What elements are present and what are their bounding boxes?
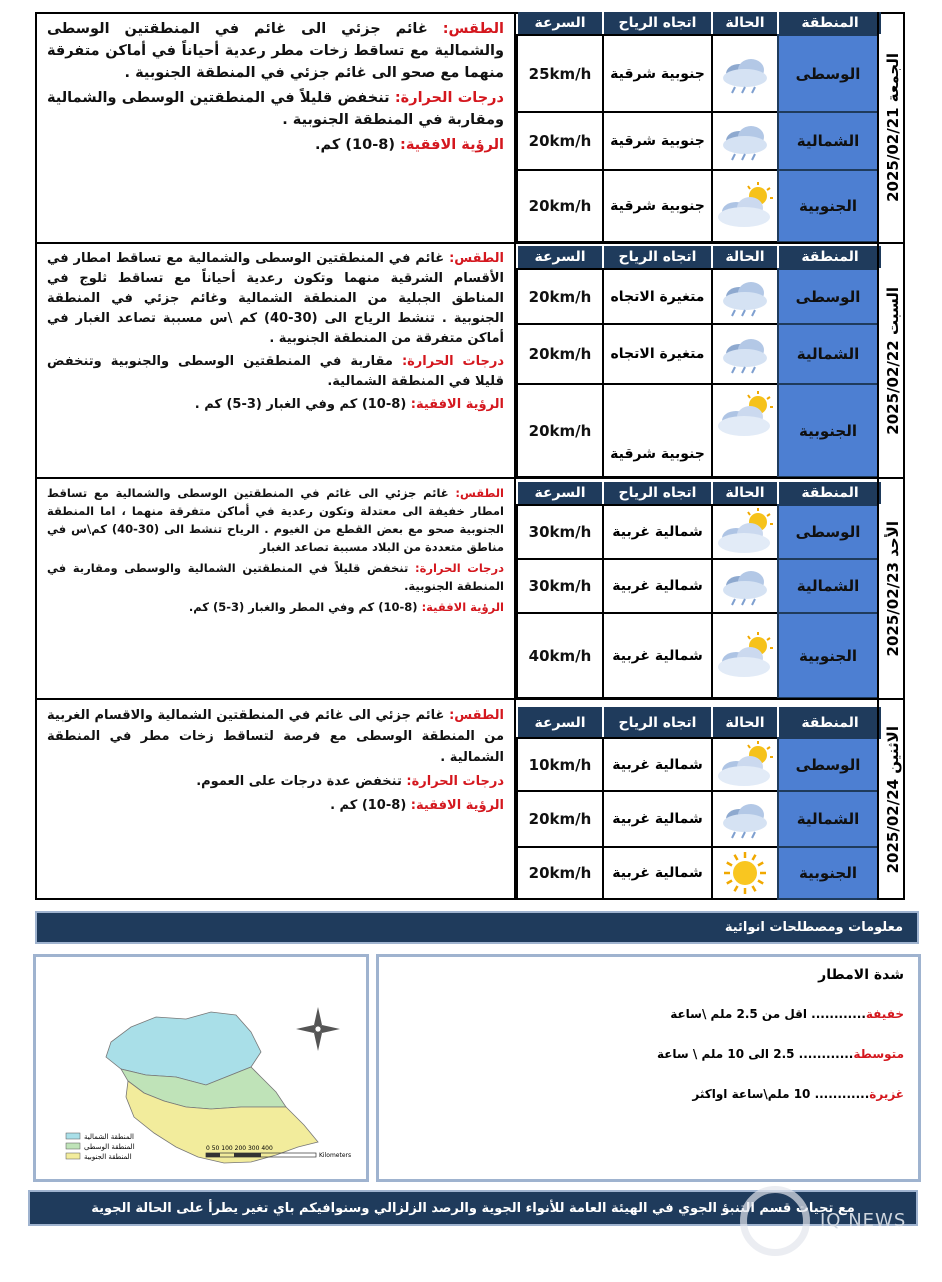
wind-direction: شمالية غربية (602, 790, 713, 848)
visibility-text: (8-10) كم . (330, 798, 407, 813)
legend-south: المنطقة الجنوبية (84, 1153, 132, 1161)
rain-cloud-icon (711, 790, 779, 848)
header-direction: اتجاه الرياح (604, 707, 713, 739)
header-region: المنطقة (779, 246, 881, 268)
legend-central: المنطقة الوسطى (84, 1143, 135, 1151)
header-speed: السرعة (518, 707, 604, 739)
compass-icon (296, 1007, 340, 1051)
table-row (516, 612, 879, 699)
region-name: الوسطى (777, 34, 879, 113)
table-row (516, 383, 879, 478)
visibility-label: الرؤية الافقية: (421, 600, 504, 614)
wind-direction: شمالية غربية (602, 612, 713, 699)
regions-map (33, 954, 369, 1182)
day-block (35, 243, 905, 478)
table-row (516, 323, 879, 385)
day-block (35, 478, 905, 699)
header-region: المنطقة (779, 707, 881, 739)
day-description (35, 243, 516, 478)
wind-direction: جنوبية شرقية (602, 383, 713, 478)
header-direction: اتجاه الرياح (604, 482, 713, 504)
temp-label: درجات الحرارة: (401, 354, 504, 369)
legend-north: المنطقة الشمالية (84, 1133, 134, 1141)
wind-speed: 20km/h (516, 790, 604, 848)
header-speed: السرعة (518, 246, 604, 268)
sun-cloud-icon (711, 504, 779, 560)
wind-speed: 20km/h (516, 846, 604, 900)
rain-cloud-icon (711, 558, 779, 614)
wind-speed: 40km/h (516, 612, 604, 699)
day-description (35, 12, 516, 243)
region-name: الوسطى (777, 737, 879, 792)
footer-text: مع تحيات قسم التنبؤ الجوي في الهيئة العامة للأنواء الجوية والرصد الزلزالي وسنوافيكم باي تغير يطرأ على الحالة الجوية (91, 1200, 855, 1216)
weather-text: غائم في المنطقتين الوسطى والشمالية مع تساقط امطار في الأقسام الشرقية منهما وتكون رعدية أحياناً مع تساقط ثلوج في المناطق الجبلية من المنطقة الشمالية وغائم جزئي في المنطقة الجنوبية . تنشط الرياح الى (30-40) كم \س مسببة تصاعد الغبار في أماكن متفرقة من المنطقة الجنوبية . (47, 251, 504, 346)
sun-cloud-icon (711, 169, 779, 243)
table-row (516, 34, 879, 113)
table-row (516, 169, 879, 243)
weather-text: غائم جزئي الى غائم في المنطقتين الوسطى والشمالية مع تساقط زخات مطر رعدية أحياناً في أماكن متفرقة منهما مع صحو الى غائم جزئي في المنطقة الجنوبية . (47, 21, 504, 81)
header-speed: السرعة (518, 482, 604, 504)
region-name: الجنوبية (777, 169, 879, 243)
day-date-text: السبت 2025/02/22 (883, 286, 902, 435)
wind-direction: جنوبية شرقية (602, 111, 713, 171)
visibility-label: الرؤية الافقية: (410, 397, 504, 412)
region-name: الجنوبية (777, 846, 879, 900)
region-name: الجنوبية (777, 612, 879, 699)
wind-speed: 10km/h (516, 737, 604, 792)
wind-direction: جنوبية شرقية (602, 34, 713, 113)
header-state: الحالة (713, 12, 779, 34)
region-name: الشمالية (777, 558, 879, 614)
header-state: الحالة (713, 246, 779, 268)
rain-heavy (393, 1087, 904, 1101)
wind-speed: 30km/h (516, 558, 604, 614)
wind-speed: 20km/h (516, 111, 604, 171)
rain-light-key: خفيفة (865, 1007, 904, 1021)
watermark-logo (740, 1186, 810, 1256)
table-header (518, 246, 881, 268)
region-name: الشمالية (777, 790, 879, 848)
sun-cloud-icon (711, 383, 779, 478)
header-state: الحالة (713, 707, 779, 739)
header-speed: السرعة (518, 12, 604, 34)
visibility-text: (8-10) كم وفي الغبار (3-5) كم . (194, 397, 407, 412)
watermark: IQ NEWS (820, 1210, 907, 1231)
scale-ticks: 0 50 100 200 300 400 (206, 1145, 273, 1152)
rain-cloud-icon (711, 268, 779, 325)
scale-unit: Kilometers (319, 1152, 352, 1159)
table-header (518, 12, 881, 34)
wind-direction: جنوبية شرقية (602, 169, 713, 243)
wind-speed: 20km/h (516, 323, 604, 385)
wind-direction: شمالية غربية (602, 846, 713, 900)
day-description (35, 699, 516, 900)
temp-text: تنخفض قليلاً في المنطقتين الشمالية والوسطى ومقاربة في المنطقة الجنوبية. (47, 561, 504, 593)
wind-direction: شمالية غربية (602, 737, 713, 792)
temp-text: تنخفض عدة درجات على العموم. (196, 774, 402, 789)
table-header (518, 482, 881, 504)
weather-label: الطقس: (449, 708, 504, 723)
info-header (35, 911, 919, 944)
wind-direction: شمالية غربية (602, 558, 713, 614)
wind-speed: 20km/h (516, 268, 604, 325)
table-row (516, 504, 879, 560)
rain-cloud-icon (711, 111, 779, 171)
rain-moderate (393, 1047, 904, 1061)
iraq-map (36, 957, 366, 1179)
region-name: الشمالية (777, 111, 879, 171)
region-name: الوسطى (777, 504, 879, 560)
wind-direction: شمالية غربية (602, 504, 713, 560)
temp-label: درجات الحرارة: (414, 561, 504, 575)
day-date (880, 478, 905, 699)
sun-cloud-icon (711, 612, 779, 699)
table-row (516, 846, 879, 900)
region-name: الوسطى (777, 268, 879, 325)
day-date (880, 12, 905, 243)
table-row (516, 111, 879, 171)
wind-direction: متغيرة الاتجاه (602, 268, 713, 325)
header-state: الحالة (713, 482, 779, 504)
wind-speed: 30km/h (516, 504, 604, 560)
day-date-text: الجمعة 2025/02/21 (883, 53, 902, 202)
header-region: المنطقة (779, 482, 881, 504)
temp-text: مقاربة في المنطقتين الوسطى والجنوبية وتنخفض قليلا في المنطقة الشمالية. (47, 354, 504, 389)
day-block (35, 699, 905, 900)
header-region: المنطقة (779, 12, 881, 34)
day-date-text: الاثنين 2025/02/24 (883, 725, 902, 874)
wind-speed: 20km/h (516, 169, 604, 243)
wind-speed: 20km/h (516, 383, 604, 478)
table-row (516, 268, 879, 325)
header-direction: اتجاه الرياح (604, 246, 713, 268)
day-description (35, 478, 516, 699)
day-date-text: الأحد 2025/02/23 (883, 520, 902, 657)
rain-moderate-text: ............ 2.5 الى 10 ملم \ ساعة (656, 1047, 854, 1061)
rain-heavy-key: غزيرة (869, 1087, 904, 1101)
wind-speed: 25km/h (516, 34, 604, 113)
day-date (880, 243, 905, 478)
temp-label: درجات الحرارة: (394, 90, 504, 106)
rain-intensity-box (376, 954, 921, 1182)
info-title: معلومات ومصطلحات انوائية (724, 920, 903, 935)
table-header (518, 707, 881, 739)
region-name: الجنوبية (777, 383, 879, 478)
rain-light-text: ............ اقل من 2.5 ملم \ساعة (670, 1007, 866, 1021)
weather-text: غائم جزئي الى غائم في المنطقتين الوسطى والشمالية مع تساقط امطار خفيفة الى معتدلة وتكون رعدية في أماكن متفرقة منهما ، اما المنطقة الجنوبية صحو مع بعض القطع من الغيوم . الرياح تنشط الى (30-40) كم\س في مناطق متعددة من البلاد مسببة تصاعد الغبار (47, 486, 504, 554)
temp-label: درجات الحرارة: (406, 774, 504, 789)
day-block (35, 12, 905, 243)
rain-light (393, 1007, 904, 1021)
weather-label: الطقس: (449, 251, 505, 266)
table-row (516, 737, 879, 792)
sun-cloud-icon (711, 737, 779, 792)
visibility-text: (8-10) كم وفي المطر والغبار (3-5) كم. (188, 600, 418, 614)
table-row (516, 790, 879, 848)
weather-label: الطقس: (442, 21, 504, 37)
weather-label: الطقس: (455, 486, 504, 500)
day-date (880, 699, 905, 900)
weather-text: غائم جزئي الى غائم في المنطقتين الشمالية والاقسام الغربية من المنطقة الوسطى مع فرصة لتساقط زخات مطر في المنطقة الشمالية . (47, 708, 504, 765)
rain-cloud-icon (711, 34, 779, 113)
date-column-divider (877, 12, 879, 900)
visibility-label: الرؤية الافقية: (410, 798, 504, 813)
rain-heavy-text: ............ 10 ملم\ساعة اواكثر (692, 1087, 870, 1101)
rain-title: شدة الامطار (818, 967, 904, 983)
sun-icon (711, 846, 779, 900)
temp-text: تنخفض قليلاً في المنطقتين الوسطى والشمالية ومقاربة في المنطقة الجنوبية . (47, 90, 504, 128)
visibility-text: (8-10) كم. (315, 137, 395, 153)
table-row (516, 558, 879, 614)
rain-cloud-icon (711, 323, 779, 385)
region-name: الشمالية (777, 323, 879, 385)
rain-moderate-key: متوسطة (853, 1047, 904, 1061)
header-direction: اتجاه الرياح (604, 12, 713, 34)
visibility-label: الرؤية الافقية: (400, 137, 504, 153)
wind-direction: متغيرة الاتجاه (602, 323, 713, 385)
